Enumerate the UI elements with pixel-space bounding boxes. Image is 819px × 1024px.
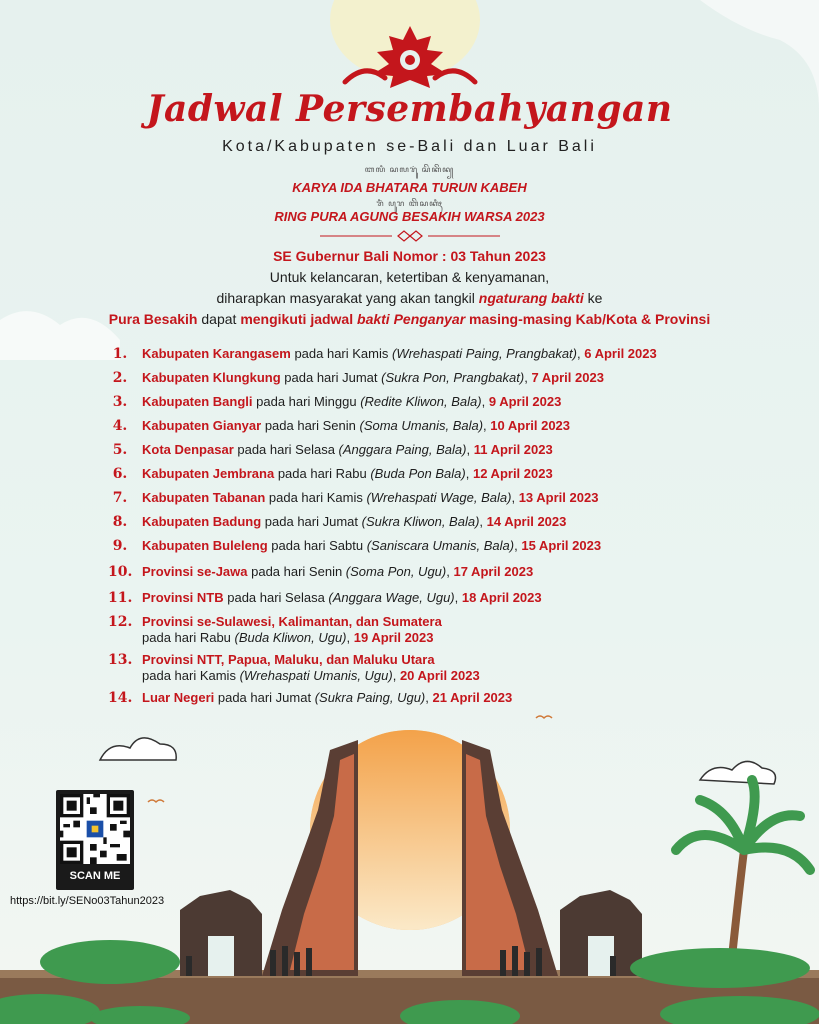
schedule-detail: (Anggara Paing, Bala) (338, 442, 467, 457)
qr-url-link[interactable]: https://bit.ly/SENo03Tahun2023 (10, 895, 165, 907)
scan-me-label: SCAN ME (69, 870, 121, 882)
schedule-day: pada hari Selasa (223, 590, 329, 605)
schedule-comma: , (446, 564, 454, 579)
schedule-date: 17 April 2023 (453, 564, 534, 579)
schedule-comma: , (481, 394, 489, 409)
balinese-ornament-icon (335, 22, 485, 94)
schedule-region: Kabupaten Buleleng (142, 538, 268, 553)
schedule-number: 2. (112, 370, 128, 386)
karya-line-2: RING PURA AGUNG BESAKIH WARSA 2023 (274, 209, 545, 224)
schedule-date: 20 April 2023 (399, 668, 480, 683)
schedule-detail: (Buda Kliwon, Ugu) (234, 630, 347, 645)
schedule-detail: (Anggara Wage, Ugu) (328, 590, 455, 605)
schedule-number: 9. (112, 538, 128, 554)
schedule-number: 12. (108, 614, 133, 630)
schedule-text (142, 394, 561, 410)
schedule-text (142, 668, 480, 684)
karya-line-1: KARYA IDA BHATARA TURUN KABEH (292, 180, 527, 195)
schedule-detail: (Saniscara Umanis, Bala) (366, 538, 515, 553)
schedule-comma: , (479, 514, 487, 529)
schedule-comma: , (392, 668, 400, 683)
schedule-date: 19 April 2023 (353, 630, 434, 645)
schedule-number: 4. (112, 418, 128, 434)
qr-code-icon[interactable] (60, 794, 130, 864)
schedule-number: 14. (108, 690, 133, 706)
schedule-detail: (Redite Kliwon, Bala) (360, 394, 482, 409)
schedule-day: pada hari Kamis (142, 668, 240, 683)
schedule-day: pada hari Kamis (290, 346, 392, 361)
schedule-day: pada hari Jumat (280, 370, 382, 385)
intro-line-2: diharapkan masyarakat yang akan tangkil ngaturang bakti ke (216, 290, 603, 306)
schedule-detail: (Soma Pon, Ugu) (345, 564, 447, 579)
schedule-text (142, 370, 604, 386)
schedule-text (142, 564, 533, 580)
schedule-detail: (Wrehaspati Wage, Bala) (366, 490, 512, 505)
cloud-right-decoration (640, 0, 819, 160)
schedule-detail: (Wrehaspati Paing, Prangbakat) (392, 346, 577, 361)
schedule-region: Luar Negeri (142, 690, 215, 705)
schedule-detail: (Sukra Paing, Ugu) (314, 690, 426, 705)
schedule-date: 12 April 2023 (472, 466, 553, 481)
schedule-day: pada hari Kamis (265, 490, 367, 505)
schedule-date: 15 April 2023 (521, 538, 602, 553)
schedule-region: Kabupaten Gianyar (142, 418, 262, 433)
page-title: Jadwal Persembahyangan (146, 88, 673, 130)
schedule-comma: , (454, 590, 462, 605)
schedule-detail: (Soma Umanis, Bala) (359, 418, 484, 433)
schedule-region: Provinsi NTT, Papua, Maluku, dan Maluku Utara (142, 652, 435, 667)
schedule-region: Kabupaten Badung (142, 514, 262, 529)
divider-ornament (320, 230, 500, 242)
schedule-comma: , (524, 370, 532, 385)
schedule-number: 7. (112, 490, 128, 506)
schedule-day: pada hari Selasa (233, 442, 339, 457)
schedule-date: 13 April 2023 (518, 490, 599, 505)
schedule-detail: (Wrehaspati Umanis, Ugu) (239, 668, 393, 683)
schedule-day: pada hari Rabu (142, 630, 235, 645)
schedule-region: Kabupaten Karangasem (142, 346, 291, 361)
schedule-number: 8. (112, 514, 128, 530)
schedule-text (142, 442, 553, 458)
se-title: SE Gubernur Bali Nomor : 03 Tahun 2023 (273, 248, 546, 264)
schedule-region: Kabupaten Bangli (142, 394, 253, 409)
schedule-date: 14 April 2023 (486, 514, 567, 529)
schedule-date: 21 April 2023 (432, 690, 513, 705)
schedule-comma: , (514, 538, 522, 553)
schedule-day: pada hari Senin (261, 418, 360, 433)
schedule-text (142, 418, 570, 434)
schedule-region: Provinsi NTB (142, 590, 224, 605)
schedule-number: 11. (108, 590, 133, 606)
schedule-date: 18 April 2023 (461, 590, 542, 605)
schedule-region: Kabupaten Klungkung (142, 370, 281, 385)
schedule-detail: (Buda Pon Bala) (370, 466, 466, 481)
schedule-number: 3. (112, 394, 128, 410)
schedule-region: Kabupaten Tabanan (142, 490, 266, 505)
cloud-left-decoration (0, 300, 120, 360)
schedule-text (142, 346, 657, 362)
qr-code-card[interactable] (56, 790, 134, 890)
schedule-comma: , (425, 690, 433, 705)
schedule-date: 7 April 2023 (531, 370, 604, 385)
balinese-script-line: ꦧꦭꦶ ꦱꦭꦫꦸꦁ ꦱꦼꦏꦼꦤ꧀ (364, 165, 455, 174)
schedule-date: 6 April 2023 (584, 346, 657, 361)
schedule-detail: (Sukra Kliwon, Bala) (361, 514, 480, 529)
balinese-script-line: ꦫꦶꦁ ꦥꦸꦫ ꦧꦼꦱꦏꦶꦃ (376, 199, 443, 208)
schedule-text (142, 630, 433, 646)
schedule-detail: (Sukra Pon, Prangbakat) (381, 370, 525, 385)
schedule-number: 1. (112, 346, 128, 362)
schedule-date: 10 April 2023 (490, 418, 571, 433)
schedule-text (142, 590, 542, 606)
schedule-region: Kota Denpasar (142, 442, 234, 457)
schedule-day: pada hari Rabu (274, 466, 371, 481)
schedule-region: Provinsi se-Jawa (142, 564, 248, 579)
schedule-day: pada hari Senin (247, 564, 346, 579)
schedule-comma: , (483, 418, 491, 433)
schedule-day: pada hari Minggu (252, 394, 361, 409)
schedule-text (142, 652, 435, 668)
page-subtitle: Kota/Kabupaten se-Bali dan Luar Bali (222, 138, 597, 155)
schedule-region: Kabupaten Jembrana (142, 466, 275, 481)
schedule-comma: , (576, 346, 585, 361)
schedule-comma: , (466, 442, 474, 457)
schedule-number: 5. (112, 442, 128, 458)
intro-line-1: Untuk kelancaran, ketertiban & kenyamanan, (269, 269, 550, 285)
schedule-day: pada hari Jumat (214, 690, 315, 705)
schedule-text (142, 614, 442, 630)
schedule-comma: , (511, 490, 519, 505)
schedule-text (142, 538, 601, 554)
schedule-text (142, 490, 598, 506)
schedule-number: 13. (108, 652, 133, 668)
intro-line-3: Pura Besakih dapat mengikuti jadwal bakti Penganyar masing-masing Kab/Kota & Provinsi (108, 311, 711, 327)
schedule-day: pada hari Jumat (261, 514, 362, 529)
schedule-date: 11 April 2023 (473, 442, 553, 457)
schedule-date: 9 April 2023 (488, 394, 562, 409)
schedule-number: 10. (108, 564, 133, 580)
schedule-text (142, 466, 553, 482)
schedule-comma: , (465, 466, 473, 481)
schedule-text (142, 514, 566, 530)
schedule-region: Provinsi se-Sulawesi, Kalimantan, dan Sumatera (142, 614, 442, 629)
schedule-day: pada hari Sabtu (267, 538, 367, 553)
schedule-number: 6. (112, 466, 128, 482)
schedule-comma: , (346, 630, 354, 645)
